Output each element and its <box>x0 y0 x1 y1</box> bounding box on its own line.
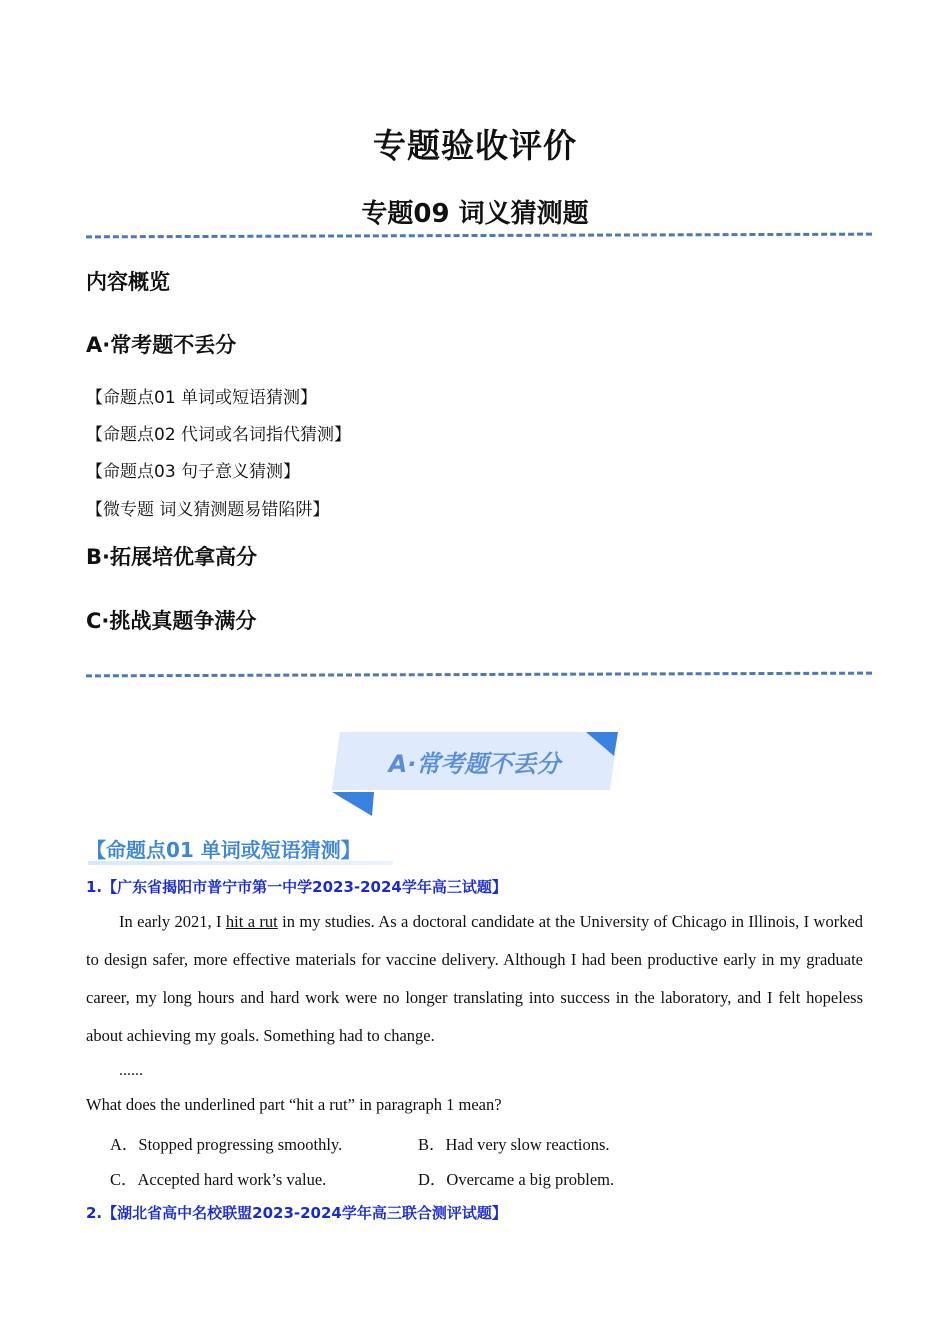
section-a-banner <box>332 730 622 820</box>
overview-point-3: 【命题点03 句子意义猜测】 <box>86 462 301 482</box>
passage-ellipsis: ...... <box>119 1062 143 1079</box>
option-a[interactable]: A．Stopped progressing smoothly. <box>110 1135 343 1154</box>
question-1-passage <box>86 903 863 1055</box>
page-title: 专题验收评价 <box>373 126 577 165</box>
question-1-prompt: What does the underlined part “hit a rut” in paragraph 1 mean? <box>86 1095 502 1114</box>
underlined-phrase: hit a rut <box>225 912 278 931</box>
top-divider <box>86 233 872 239</box>
page-subtitle: 专题09 词义猜测题 <box>361 199 589 229</box>
overview-section-a: A·常考题不丢分 <box>86 333 237 357</box>
option-c[interactable]: C．Accepted hard work’s value. <box>110 1170 327 1189</box>
overview-section-b: B·拓展培优拿高分 <box>86 545 257 569</box>
topic-heading: 【命题点01 单词或短语猜测】 <box>86 838 361 862</box>
overview-point-1: 【命题点01 单词或短语猜测】 <box>86 388 318 408</box>
overview-point-4: 【微专题 词义猜测题易错陷阱】 <box>86 500 330 520</box>
option-b[interactable]: B．Had very slow reactions. <box>418 1135 610 1154</box>
question-2-source: 2.【湖北省高中名校联盟2023-2024学年高三联合测评试题】 <box>86 1204 507 1222</box>
question-1-source: 1.【广东省揭阳市普宁市第一中学2023-2024学年高三试题】 <box>86 878 507 896</box>
banner-text: A·常考题不丢分 <box>388 750 561 778</box>
overview-point-2: 【命题点02 代词或名词指代猜测】 <box>86 425 352 445</box>
passage-rest: in my studies. As a doctoral candidate at the University of Chicago in Illinois, I worked to design safer, more effective materials for vaccine delivery. Although I had been productive early in my graduate career, my long hours and hard work were no longer translating into success in the laboratory, and I felt hopeless about achieving my goals. Something had to change. <box>86 912 864 1045</box>
bottom-divider <box>86 672 872 678</box>
option-d[interactable]: D．Overcame a big problem. <box>418 1170 615 1189</box>
passage-start: In early 2021, I <box>119 912 226 931</box>
overview-section-c: C·挑战真题争满分 <box>86 609 257 633</box>
overview-heading: 内容概览 <box>86 270 170 294</box>
